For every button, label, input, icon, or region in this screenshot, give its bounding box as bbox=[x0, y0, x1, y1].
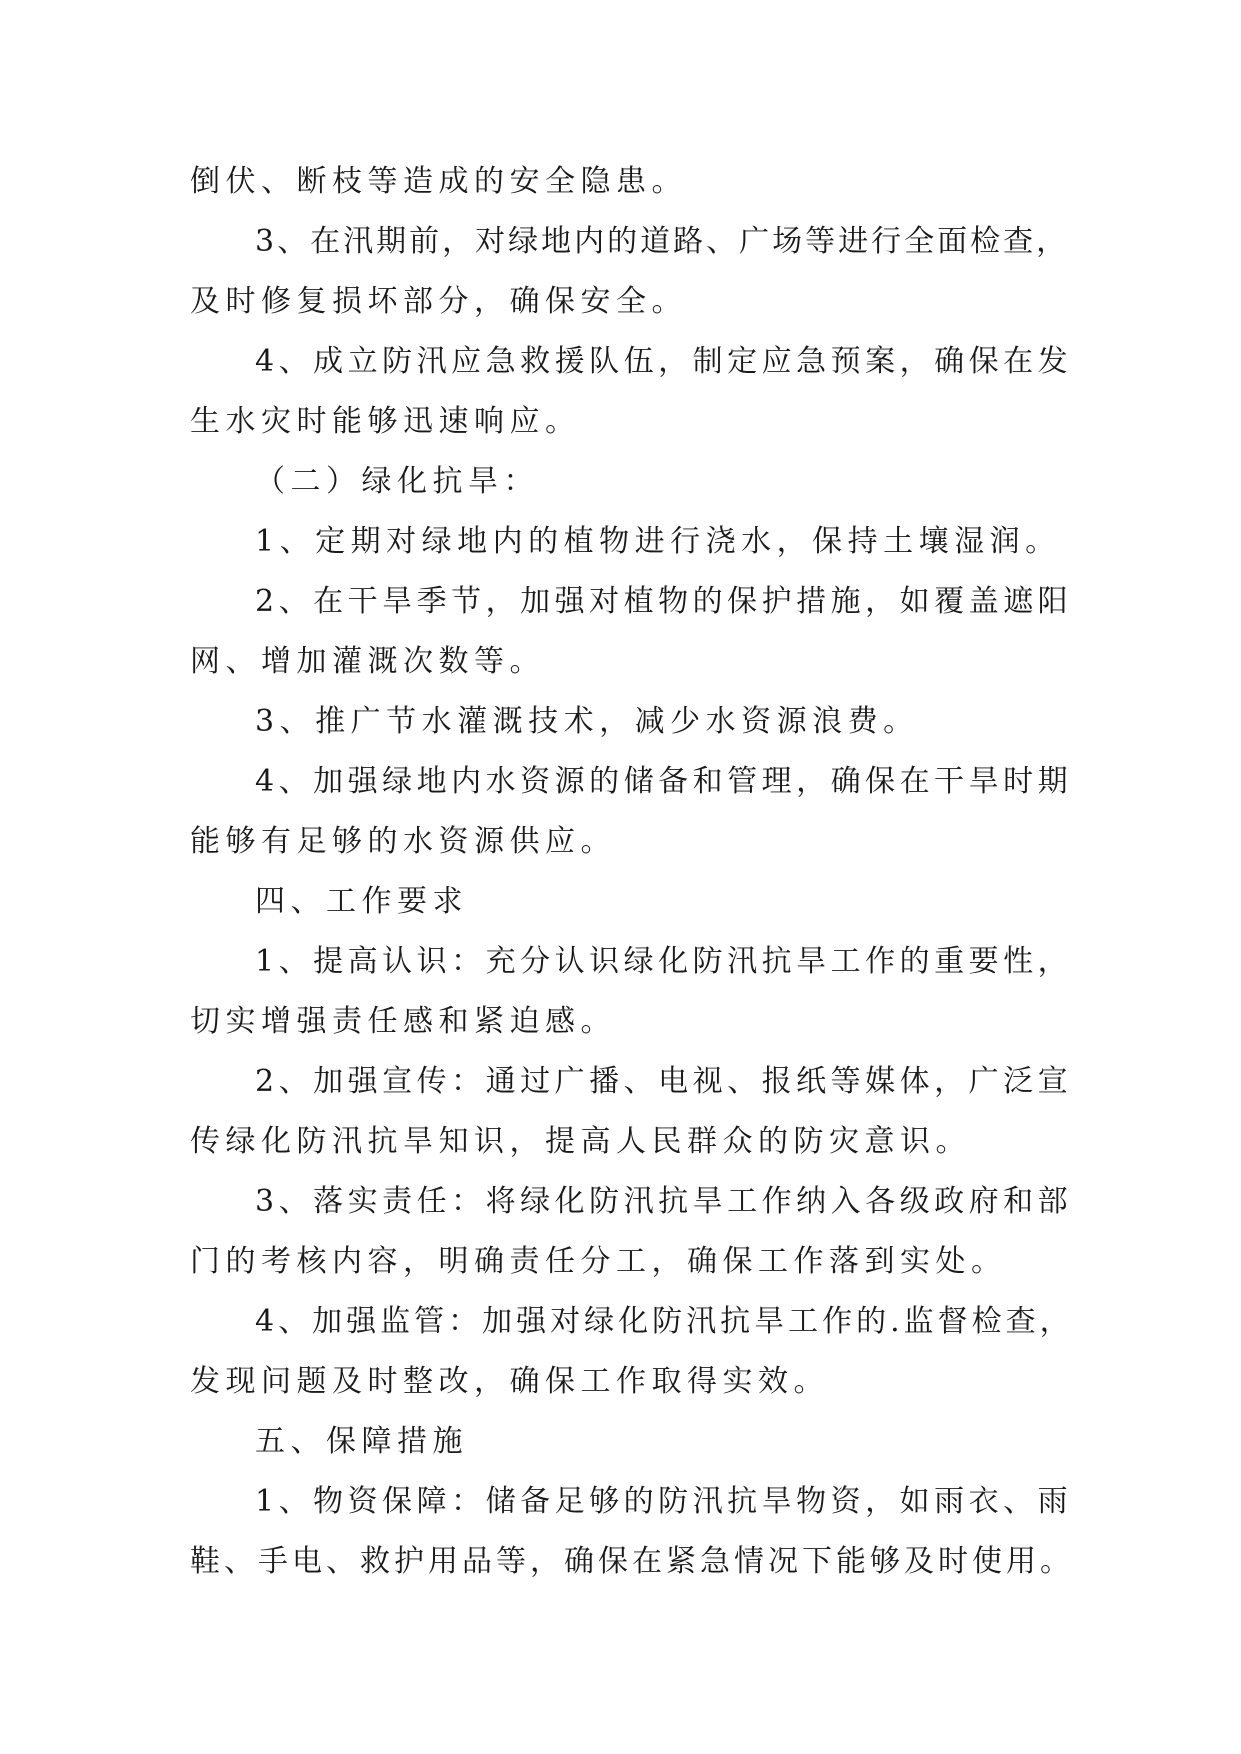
paragraph-line: 倒伏、断枝等造成的安全隐患。 bbox=[190, 164, 687, 199]
section-heading: （二）绿化抗旱： bbox=[255, 464, 539, 499]
section-heading: 四、工作要求 bbox=[255, 884, 468, 919]
paragraph-line: 能够有足够的水资源供应。 bbox=[190, 824, 616, 859]
paragraph-line: 4、加强监管：加强对绿化防汛抗旱工作的.监督检查， bbox=[255, 1304, 1074, 1339]
paragraph-line: 1、提高认识：充分认识绿化防汛抗旱工作的重要性， bbox=[255, 944, 1073, 979]
section-heading: 五、保障措施 bbox=[255, 1424, 468, 1459]
paragraph-line: 4、成立防汛应急救援队伍，制定应急预案，确保在发 bbox=[255, 344, 1073, 379]
paragraph-line: 鞋、手电、救护用品等，确保在紧急情况下能够及时使用。 bbox=[190, 1544, 1074, 1579]
paragraph-line: 1、定期对绿地内的植物进行浇水，保持土壤湿润。 bbox=[255, 524, 1061, 559]
paragraph-line: 4、加强绿地内水资源的储备和管理，确保在干旱时期 bbox=[255, 764, 1073, 799]
paragraph-line: 1、物资保障：储备足够的防汛抗旱物资，如雨衣、雨 bbox=[255, 1484, 1073, 1519]
paragraph-line: 发现问题及时整改，确保工作取得实效。 bbox=[190, 1364, 829, 1399]
paragraph-line: 3、在汛期前，对绿地内的道路、广场等进行全面检查， bbox=[255, 224, 1070, 259]
paragraph-line: 网、增加灌溉次数等。 bbox=[190, 644, 545, 679]
paragraph-line: 3、推广节水灌溉技术，减少水资源浪费。 bbox=[255, 704, 919, 739]
paragraph-line: 生水灾时能够迅速响应。 bbox=[190, 404, 581, 439]
paragraph-line: 传绿化防汛抗旱知识，提高人民群众的防灾意识。 bbox=[190, 1124, 971, 1159]
paragraph-line: 2、在干旱季节，加强对植物的保护措施，如覆盖遮阳 bbox=[255, 584, 1073, 619]
paragraph-line: 及时修复损坏部分，确保安全。 bbox=[190, 284, 687, 319]
paragraph-line: 门的考核内容，明确责任分工，确保工作落到实处。 bbox=[190, 1244, 1007, 1279]
paragraph-line: 2、加强宣传：通过广播、电视、报纸等媒体，广泛宣 bbox=[255, 1064, 1073, 1099]
paragraph-line: 切实增强责任感和紧迫感。 bbox=[190, 1004, 616, 1039]
paragraph-line: 3、落实责任：将绿化防汛抗旱工作纳入各级政府和部 bbox=[255, 1184, 1073, 1219]
